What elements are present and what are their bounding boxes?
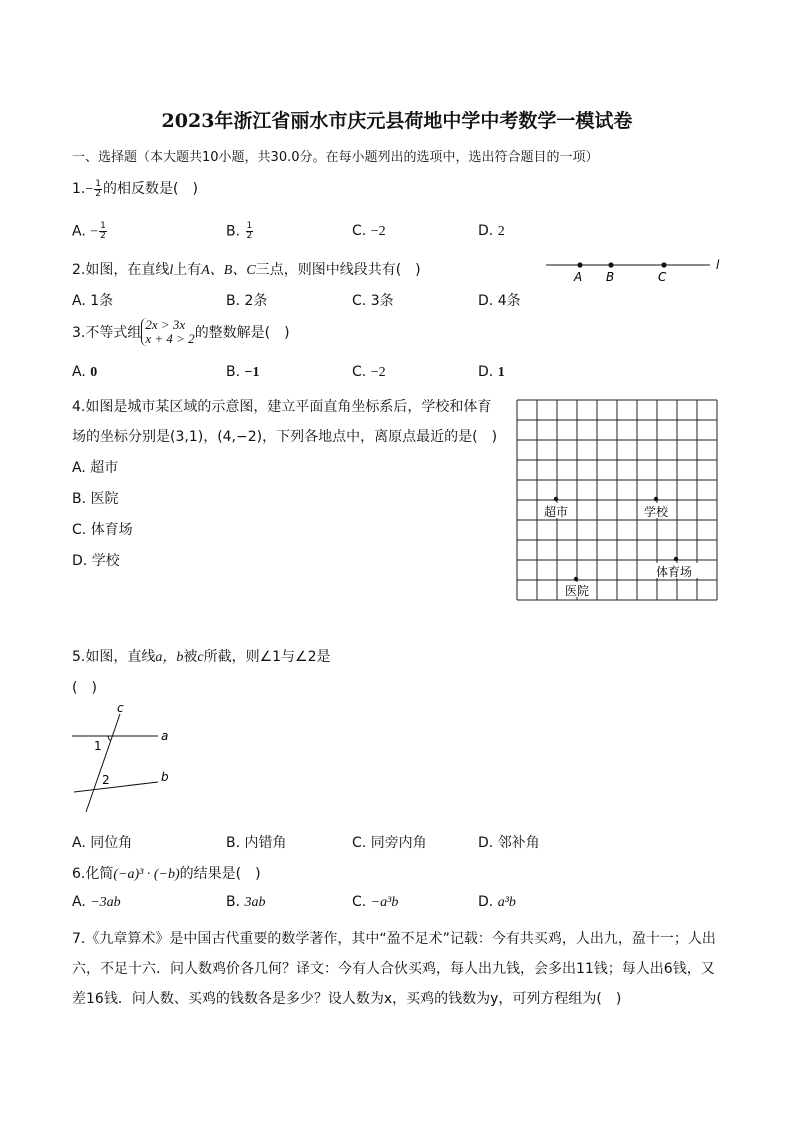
q3-option-b[interactable]: B. −1: [226, 364, 260, 380]
question-1: 1.− $\frac{1}{2}$ 的相反数是( ): [72, 178, 198, 199]
q2-option-a[interactable]: A. 1条: [72, 293, 114, 309]
point-b: [608, 262, 613, 267]
line-b: [74, 782, 158, 792]
label-c: C: [658, 270, 667, 284]
label-b: b: [161, 770, 169, 784]
q1-option-a[interactable]: A. − $\frac{1}{2}$: [72, 221, 106, 241]
q4-option-b[interactable]: B. 医院: [72, 491, 119, 507]
section-heading: 一、选择题（本大题共10小题，共30.0分。在每小题列出的选项中，选出符合题目的一项）: [72, 150, 599, 165]
supermarket-dot: [554, 497, 558, 501]
city-map-grid: [516, 399, 720, 603]
q2-option-d[interactable]: D. 4条: [478, 293, 521, 309]
q3-option-a[interactable]: A. 0: [72, 364, 98, 380]
question-6: 6.化简(−a)³ · (−b)的结果是( ): [72, 866, 261, 882]
q1-option-b[interactable]: B. $\frac{1}{2}$: [226, 221, 253, 241]
question-2: 2.如图，在直线l上有A、B、C三点，则图中线段共有( ): [72, 262, 421, 278]
label-supermarket: 超市: [544, 505, 569, 519]
q4-option-c[interactable]: C. 体育场: [72, 522, 133, 538]
q5-option-d[interactable]: D. 邻补角: [478, 835, 540, 851]
angle-1-label: 1: [94, 739, 102, 753]
q5-option-c[interactable]: C. 同旁内角: [352, 835, 427, 851]
stadium-dot: [674, 557, 678, 561]
q1-option-c[interactable]: C. −2: [352, 223, 386, 239]
q1-option-d[interactable]: D. 2: [478, 223, 505, 239]
label-school: 学校: [644, 505, 669, 519]
label-b: B: [606, 270, 615, 284]
label-hospital: 医院: [565, 584, 590, 598]
q3-option-c[interactable]: C. −2: [352, 364, 386, 380]
q2-option-b[interactable]: B. 2条: [226, 293, 268, 309]
q5-option-b[interactable]: B. 内错角: [226, 835, 287, 851]
point-a: [577, 262, 582, 267]
label-a: A: [574, 270, 583, 284]
q5-option-a[interactable]: A. 同位角: [72, 835, 133, 851]
label-stadium: 体育场: [656, 565, 693, 579]
q6-option-b[interactable]: B. 3ab: [226, 894, 266, 910]
q4-option-a[interactable]: A. 超市: [72, 460, 119, 476]
label-l: l: [716, 258, 720, 272]
q3-option-d[interactable]: D. 1: [478, 364, 505, 380]
question-4-line2: 场的坐标分别是(3,1)，(4,−2)，下列各地点中，离原点最近的是( ): [72, 429, 498, 445]
label-a: a: [161, 729, 169, 743]
inequality-system: 2x > 3x x + 4 > 2: [141, 318, 194, 346]
point-c: [661, 262, 666, 267]
line-c: [86, 714, 120, 812]
question-4-line1: 4.如图是城市某区域的示意图，建立平面直角坐标系后，学校和体育: [72, 399, 492, 415]
q2-line-figure: [540, 254, 730, 286]
question-3: 3.不等式组 2x > 3x x + 4 > 2 的整数解是( ): [72, 317, 290, 346]
label-c: c: [117, 701, 124, 715]
school-dot: [654, 497, 658, 501]
angle-2-label: 2: [102, 773, 110, 787]
hospital-dot: [574, 577, 578, 581]
question-5-line1: 5.如图，直线a，b被c所截，则∠1与∠2是: [72, 649, 331, 665]
q6-option-a[interactable]: A. −3ab: [72, 894, 121, 910]
question-7: 7.《九章算术》是中国古代重要的数学著作，其中“盈不足术”记载：今有共买鸡，人出九，盈十一；人出六，不足十六．问人数鸡价各几何？译文：今有人合伙买鸡，每人出九钱，会多出11钱；每人出6钱，又差16钱．问人数、买鸡的钱数各是多少？设人数为x，买鸡的钱数为y，可列方程组为( ): [72, 931, 716, 1007]
q4-option-d[interactable]: D. 学校: [72, 553, 120, 569]
q2-option-c[interactable]: C. 3条: [352, 293, 394, 309]
question-5-line2: ( ): [72, 680, 97, 696]
q5-transversal-figure: [68, 700, 178, 820]
q6-option-c[interactable]: C. −a³b: [352, 894, 399, 910]
q6-option-d[interactable]: D. a³b: [478, 894, 516, 910]
page-title: 2023年浙江省丽水市庆元县荷地中学中考数学一模试卷: [161, 110, 633, 132]
